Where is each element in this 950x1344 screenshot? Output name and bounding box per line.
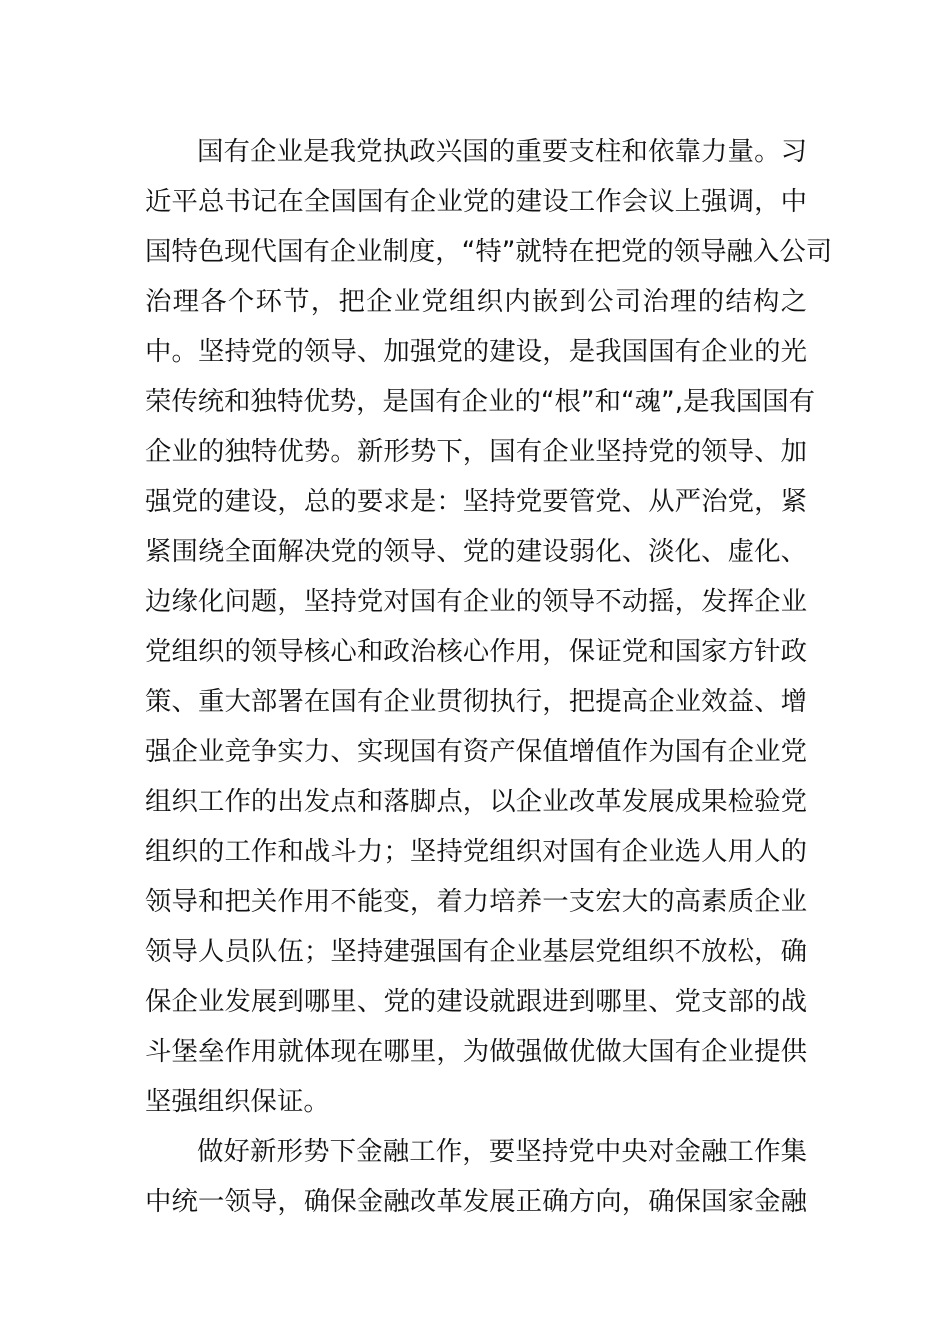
paragraph-1-line-2: 近平总书记在全国国有企业党的建设工作会议上强调，中 <box>145 186 807 217</box>
paragraph-2-line-1: 做好新形势下金融工作，要坚持党中央对金融工作集 <box>197 1136 807 1167</box>
paragraph-1-line-7: 企业的独特优势。新形势下，国有企业坚持党的领导、加 <box>145 436 807 467</box>
paragraph-1-line-12: 策、重大部署在国有企业贯彻执行，把提高企业效益、增 <box>145 686 807 717</box>
paragraph-1-line-19: 斗堡垒作用就体现在哪里，为做强做优做大国有企业提供 <box>145 1036 807 1067</box>
paragraph-1-line-1: 国有企业是我党执政兴国的重要支柱和依靠力量。习 <box>197 136 807 167</box>
paragraph-1-line-18: 保企业发展到哪里、党的建设就跟进到哪里、党支部的战 <box>145 986 807 1017</box>
paragraph-1-line-10: 边缘化问题，坚持党对国有企业的领导不动摇，发挥企业 <box>145 586 807 617</box>
paragraph-1-line-17: 领导人员队伍；坚持建强国有企业基层党组织不放松，确 <box>145 936 807 967</box>
paragraph-1-line-6: 荣传统和独特优势，是国有企业的“根”和“魂”,是我国国有 <box>145 386 816 417</box>
paragraph-1-line-15: 组织的工作和战斗力；坚持党组织对国有企业选人用人的 <box>145 836 807 867</box>
paragraph-1-line-8: 强党的建设，总的要求是：坚持党要管党、从严治党，紧 <box>145 486 807 517</box>
paragraph-1-line-5: 中。坚持党的领导、加强党的建设，是我国国有企业的光 <box>145 336 807 367</box>
paragraph-1-line-20: 坚强组织保证。 <box>145 1086 330 1117</box>
paragraph-1-line-13: 强企业竞争实力、实现国有资产保值增值作为国有企业党 <box>145 736 807 767</box>
paragraph-1-line-3: 国特色现代国有企业制度，“特”就特在把党的领导融入公司 <box>145 236 833 267</box>
paragraph-1-line-14: 组织工作的出发点和落脚点，以企业改革发展成果检验党 <box>145 786 807 817</box>
paragraph-1-line-9: 紧围绕全面解决党的领导、党的建设弱化、淡化、虚化、 <box>145 536 807 567</box>
paragraph-1-line-11: 党组织的领导核心和政治核心作用，保证党和国家方针政 <box>145 636 807 667</box>
paragraph-1-line-4: 治理各个环节，把企业党组织内嵌到公司治理的结构之 <box>145 286 807 317</box>
paragraph-1-line-16: 领导和把关作用不能变，着力培养一支宏大的高素质企业 <box>145 886 807 917</box>
paragraph-2-line-2: 中统一领导，确保金融改革发展正确方向，确保国家金融 <box>145 1186 807 1217</box>
